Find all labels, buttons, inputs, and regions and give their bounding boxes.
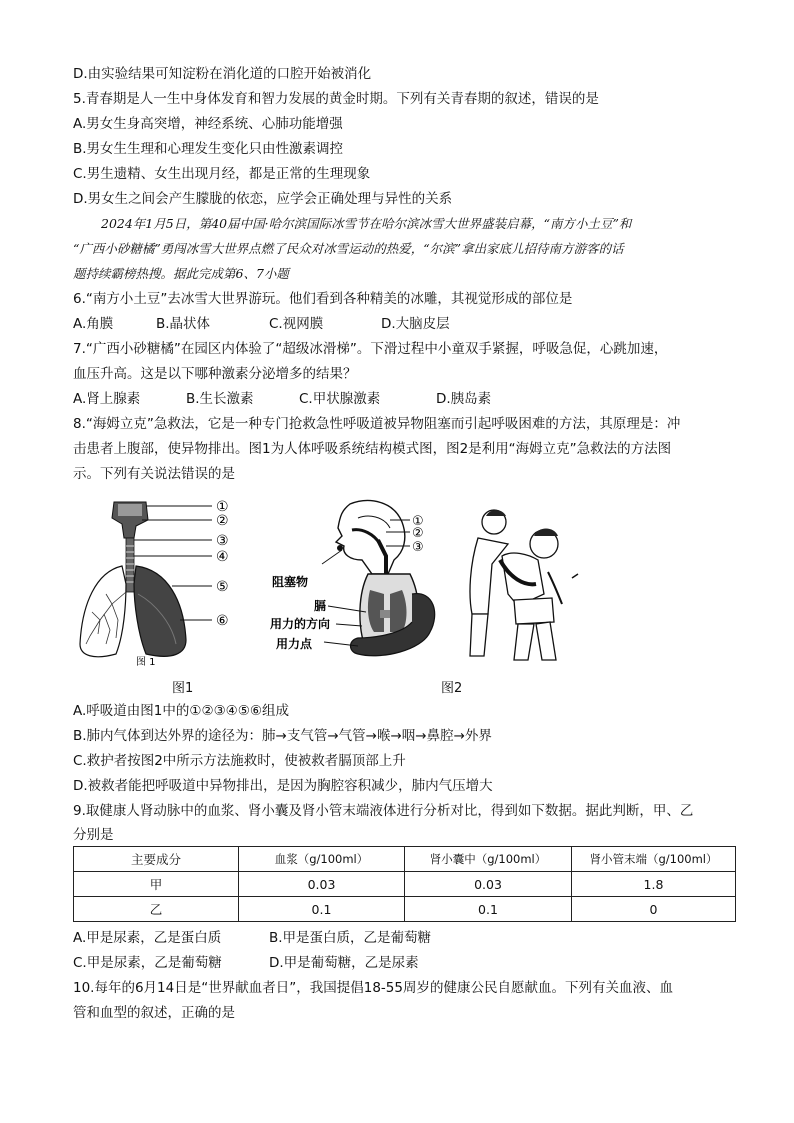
table-cell: 1.8 bbox=[572, 872, 736, 897]
q9-option-b: B.甲是蛋白质，乙是葡萄糖 bbox=[269, 930, 432, 946]
table-cell: 0.1 bbox=[239, 897, 405, 922]
q4-option-d: D.由实验结果可知淀粉在消化道的口腔开始被消化 bbox=[73, 66, 372, 82]
table-cell: 甲 bbox=[74, 872, 239, 897]
q8-stem-line-1: 8.“海姆立克”急救法，它是一种专门抢救急性呼吸道被异物阻塞而引起呼吸困难的方法，其原理是：冲 bbox=[73, 416, 681, 432]
q8-stem-line-2: 击患者上腹部，使异物排出。图1为人体呼吸系统结构模式图，图2是利用“海姆立克”急救法的方法图 bbox=[73, 441, 672, 457]
table-header-cell: 肾小管末端（g/100ml） bbox=[572, 847, 736, 872]
q6-option-a: A.角膜 bbox=[73, 316, 114, 332]
fig1-marker-6: ⑥ bbox=[216, 613, 229, 629]
q8-option-b: B.肺内气体到达外界的途径为：肺→支气管→气管→喉→咽→鼻腔→外界 bbox=[73, 728, 492, 744]
q9-option-d: D.甲是葡萄糖，乙是尿素 bbox=[269, 955, 419, 971]
table-cell: 0.03 bbox=[239, 872, 405, 897]
q9-data-table bbox=[73, 846, 736, 922]
q7-option-d: D.胰岛素 bbox=[436, 391, 492, 407]
fig1-marker-1: ① bbox=[216, 499, 229, 515]
table-cell: 乙 bbox=[74, 897, 239, 922]
fig2-label-force-direction: 用力的方向 bbox=[270, 617, 331, 631]
table-cell: 0.03 bbox=[405, 872, 572, 897]
fig1-marker-2: ② bbox=[216, 513, 229, 529]
table-header-row bbox=[74, 847, 736, 872]
passage-line-2: “广西小砂糖橘”勇闯冰雪大世界点燃了民众对冰雪运动的热爱，“尔滨”拿出家底儿招待南方游客的话 bbox=[73, 241, 624, 256]
figure-1-respiratory-system bbox=[76, 494, 256, 666]
table-header-cell: 肾小囊中（g/100ml） bbox=[405, 847, 572, 872]
q7-stem-line-1: 7.“广西小砂糖橘”在园区内体验了“超级冰滑梯”。下滑过程中小童双手紧握，呼吸急促，心跳加速， bbox=[73, 341, 668, 357]
q9-options-row-1 bbox=[73, 928, 431, 948]
q9-options-row-2 bbox=[73, 953, 419, 973]
q7-option-c: C.甲状腺激素 bbox=[299, 391, 381, 407]
q9-stem-line-1: 9.取健康人肾动脉中的血浆、肾小囊及肾小管末端液体进行分析对比，得到如下数据。据此判断，甲、乙 bbox=[73, 803, 694, 819]
table-cell: 0.1 bbox=[405, 897, 572, 922]
q9-stem-line-2: 分别是 bbox=[73, 827, 114, 843]
q9-option-c: C.甲是尿素，乙是葡萄糖 bbox=[73, 955, 222, 971]
q5-option-c: C.男生遗精、女生出现月经，都是正常的生理现象 bbox=[73, 166, 371, 182]
fig2-marker-1: ① bbox=[412, 514, 424, 529]
q5-option-b: B.男女生生理和心理发生变化只由性激素调控 bbox=[73, 141, 344, 157]
q10-stem-line-2: 管和血型的叙述，正确的是 bbox=[73, 1005, 235, 1021]
q6-option-c: C.视网膜 bbox=[269, 316, 324, 332]
fig1-corner-label: 图 1 bbox=[136, 657, 156, 666]
figure-2-caption: 图2 bbox=[441, 681, 463, 696]
passage-line-1: 2024年1月5日，第40届中国·哈尔滨国际冰雪节在哈尔滨冰雪大世界盛装启幕，“南方小土豆”和 bbox=[101, 216, 632, 231]
fig1-marker-4: ④ bbox=[216, 549, 229, 565]
q8-option-d: D.被救者能把呼吸道中异物排出，是因为胸腔容积减少，肺内气压增大 bbox=[73, 778, 493, 794]
q8-option-c: C.救护者按图2中所示方法施救时，使被救者膈顶部上升 bbox=[73, 753, 406, 769]
q7-options bbox=[73, 389, 491, 409]
fig1-marker-3: ③ bbox=[216, 533, 229, 549]
q6-option-d: D.大脑皮层 bbox=[381, 316, 450, 332]
q8-stem-line-3: 示。下列有关说法错误的是 bbox=[73, 466, 235, 482]
fig2-marker-3: ③ bbox=[412, 540, 424, 555]
q10-stem-line-1: 10.每年的6月14日是“世界献血者日”，我国提倡18-55周岁的健康公民自愿献血。下列有关血液、血 bbox=[73, 980, 673, 996]
table-row bbox=[74, 872, 736, 897]
figure-2-heimlich-diagram bbox=[262, 494, 580, 664]
q7-stem-line-2: 血压升高。这是以下哪种激素分泌增多的结果？ bbox=[73, 366, 357, 382]
table-header-cell: 血浆（g/100ml） bbox=[239, 847, 405, 872]
q6-options bbox=[73, 314, 450, 334]
fig2-label-force-point: 用力点 bbox=[276, 637, 313, 651]
figure-1-caption: 图1 bbox=[172, 681, 194, 696]
q6-stem: 6.“南方小土豆”去冰雪大世界游玩。他们看到各种精美的冰雕，其视觉形成的部位是 bbox=[73, 291, 573, 307]
table-row bbox=[74, 897, 736, 922]
fig2-label-obstruction: 阻塞物 bbox=[272, 575, 309, 589]
q5-option-a: A.男女生身高突增，神经系统、心肺功能增强 bbox=[73, 116, 343, 132]
fig2-marker-2: ② bbox=[412, 526, 424, 541]
table-cell: 0 bbox=[572, 897, 736, 922]
fig2-label-diaphragm: 膈 bbox=[314, 599, 327, 613]
q5-stem: 5.青春期是人一生中身体发育和智力发展的黄金时期。下列有关青春期的叙述，错误的是 bbox=[73, 91, 599, 107]
passage-line-3: 题持续霸榜热搜。据此完成第6、7小题 bbox=[73, 266, 289, 281]
table-header-cell: 主要成分 bbox=[74, 847, 239, 872]
q9-option-a: A.甲是尿素，乙是蛋白质 bbox=[73, 930, 222, 946]
fig1-marker-5: ⑤ bbox=[216, 579, 229, 595]
q5-option-d: D.男女生之间会产生朦胧的依恋，应学会正确处理与异性的关系 bbox=[73, 191, 453, 207]
q8-option-a: A.呼吸道由图1中的①②③④⑤⑥组成 bbox=[73, 703, 289, 719]
rescuer-victim-illustration bbox=[470, 510, 578, 660]
q7-option-b: B.生长激素 bbox=[186, 391, 254, 407]
q7-option-a: A.肾上腺素 bbox=[73, 391, 141, 407]
q6-option-b: B.晶状体 bbox=[156, 316, 211, 332]
